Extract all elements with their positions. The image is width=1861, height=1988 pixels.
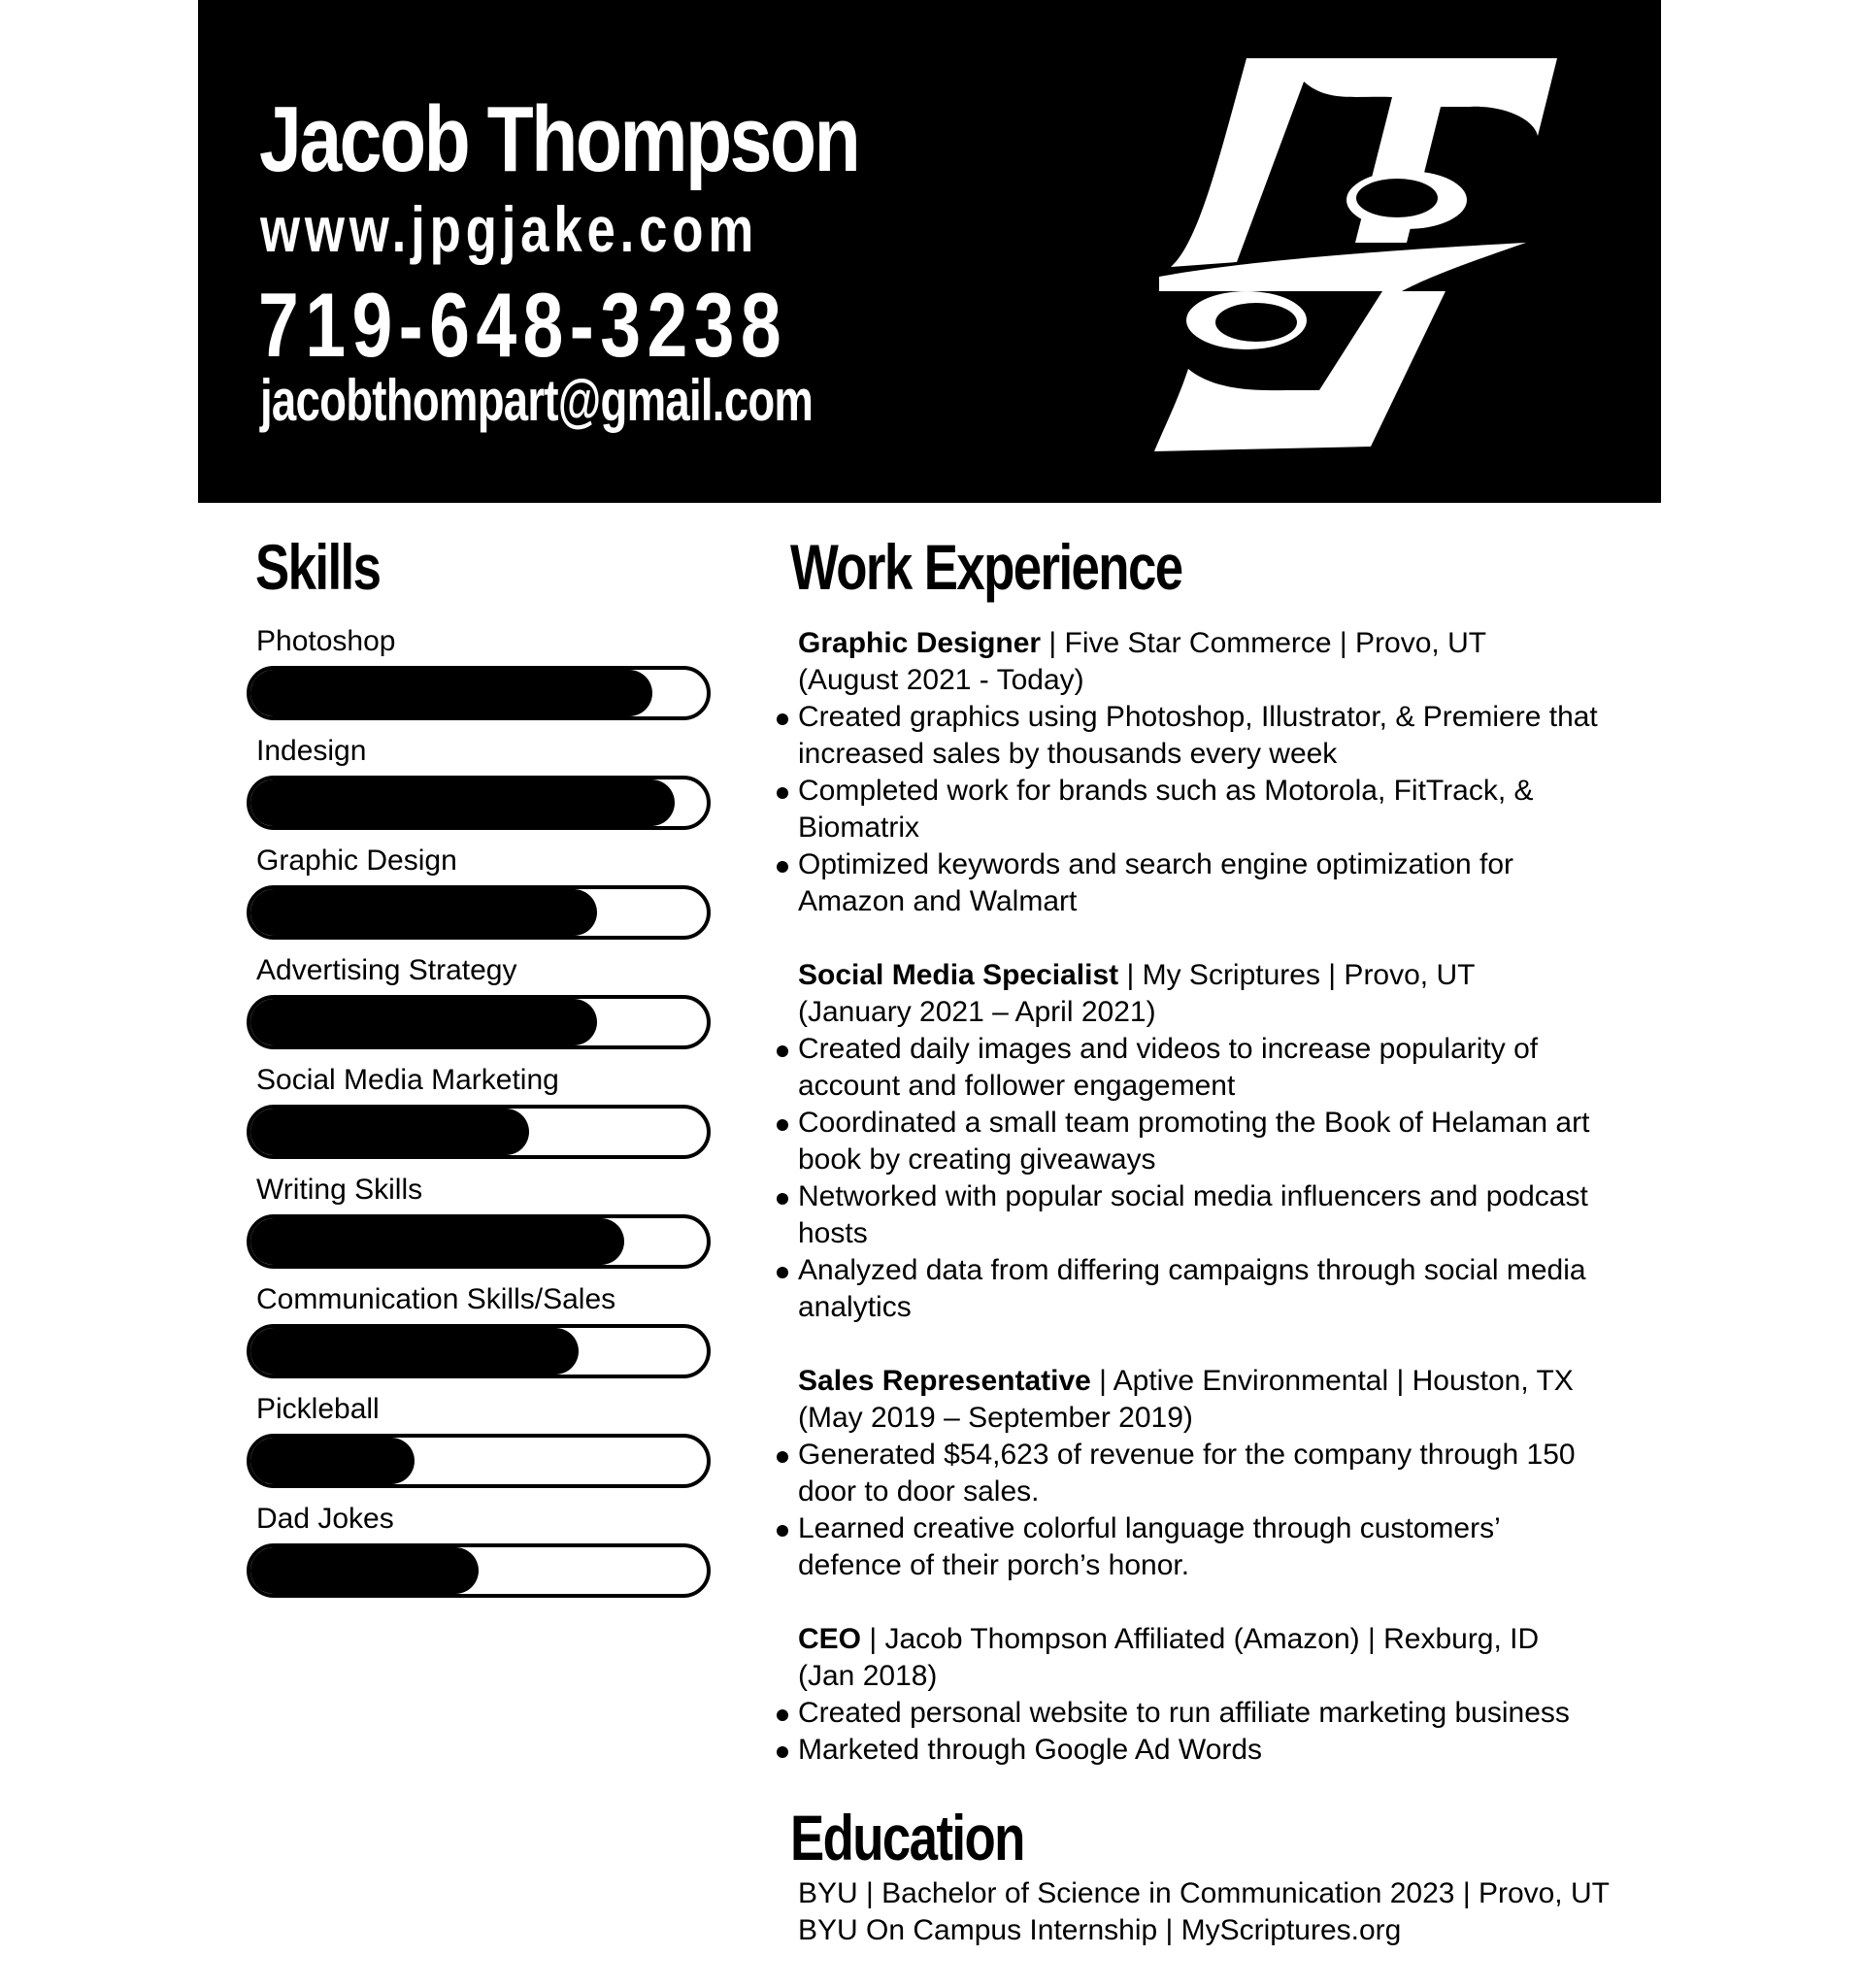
job-dates: (January 2021 – April 2021) [798, 996, 1156, 1028]
skill-level-bar [247, 995, 711, 1049]
skill-label: Advertising Strategy [256, 954, 517, 986]
skill-level-bar [247, 1543, 711, 1598]
job-title-line [777, 625, 1650, 662]
job-entry [777, 625, 1650, 920]
job-bullet: Coordinated a small team promoting the Book of Helaman art book by creating giveaways [777, 1105, 1604, 1178]
skill-label: Graphic Design [256, 845, 457, 877]
job-title: Sales Representative [798, 1365, 1091, 1397]
job-bullet: Created graphics using Photoshop, Illustrator, & Premiere that increased sales by thousands every week [777, 699, 1604, 773]
skill-item [247, 1060, 716, 1170]
education-line: BYU | Bachelor of Science in Communication 2023 | Provo, UT [798, 1877, 1610, 1909]
skill-level-bar [247, 776, 711, 830]
job-bullet: Optimized keywords and search engine optimization for Amazon and Walmart [777, 846, 1604, 920]
job-bullets [777, 1437, 1650, 1584]
work-experience-list [777, 625, 1650, 1806]
work-experience-heading: Work Experience [790, 531, 1182, 603]
job-bullet: Learned creative colorful language through customers’ defence of their porch’s honor. [777, 1510, 1604, 1584]
job-entry [777, 1363, 1650, 1584]
job-title-line [777, 1621, 1650, 1658]
skill-level-bar [247, 1434, 711, 1488]
job-bullet: Networked with popular social media influencers and podcast hosts [777, 1178, 1604, 1252]
job-title: Graphic Designer [798, 627, 1042, 659]
website-link[interactable]: www.jpgjake.com [260, 193, 759, 265]
skill-label: Social Media Marketing [256, 1064, 559, 1096]
candidate-name: Jacob Thompson [259, 87, 859, 191]
skill-label: Communication Skills/Sales [256, 1283, 616, 1315]
skill-level-fill [250, 670, 652, 716]
job-bullets [777, 1695, 1650, 1769]
job-title-line [777, 957, 1650, 994]
skills-list [247, 621, 716, 1608]
education-heading: Education [790, 1802, 1024, 1873]
skill-level-bar [247, 1214, 711, 1269]
job-title-line [777, 1363, 1650, 1400]
skill-level-fill [250, 889, 597, 936]
job-bullets [777, 1031, 1650, 1326]
skill-item [247, 731, 716, 841]
skill-item [247, 1279, 716, 1389]
job-title: CEO [798, 1623, 862, 1655]
skill-item [247, 621, 716, 731]
job-company-location: | Aptive Environmental | Houston, TX [1090, 1365, 1574, 1397]
job-bullets [777, 699, 1650, 920]
skill-level-bar [247, 666, 711, 720]
skill-level-fill [250, 779, 675, 826]
skill-label: Photoshop [256, 625, 396, 657]
skill-item [247, 1170, 716, 1279]
job-bullet: Completed work for brands such as Motorola, FitTrack, & Biomatrix [777, 773, 1604, 846]
resume-header [198, 0, 1661, 503]
job-bullet: Created personal website to run affiliate marketing business [777, 1695, 1604, 1732]
skill-item [247, 841, 716, 950]
skill-item [247, 950, 716, 1060]
job-title: Social Media Specialist [798, 959, 1119, 991]
skill-label: Writing Skills [256, 1174, 423, 1206]
skill-label: Pickleball [256, 1393, 380, 1425]
skill-level-bar [247, 885, 711, 940]
skill-level-fill [250, 1547, 479, 1594]
skills-heading: Skills [255, 531, 381, 603]
job-company-location: | Five Star Commerce | Provo, UT [1041, 627, 1487, 659]
jt-monogram-logo-icon [1149, 49, 1577, 466]
skill-item [247, 1499, 716, 1608]
job-entry [777, 1621, 1650, 1769]
job-company-location: | My Scriptures | Provo, UT [1118, 959, 1476, 991]
job-bullet: Created daily images and videos to increase popularity of account and follower engagement [777, 1031, 1604, 1105]
education-list [777, 1875, 1650, 1949]
job-bullet: Analyzed data from differing campaigns through social media analytics [777, 1252, 1604, 1326]
job-bullet: Generated $54,623 of revenue for the company through 150 door to door sales. [777, 1437, 1604, 1510]
job-dates: (Jan 2018) [798, 1660, 938, 1692]
skill-label: Dad Jokes [256, 1503, 394, 1535]
phone-number: 719-648-3238 [258, 274, 788, 376]
skill-label: Indesign [256, 735, 367, 767]
job-dates: (August 2021 - Today) [798, 664, 1084, 696]
skill-level-fill [250, 1438, 415, 1484]
skill-level-fill [250, 1109, 529, 1155]
skill-level-fill [250, 1218, 624, 1265]
job-entry [777, 957, 1650, 1326]
job-dates: (May 2019 – September 2019) [798, 1402, 1193, 1434]
skill-level-bar [247, 1105, 711, 1159]
education-line: BYU On Campus Internship | MyScriptures.org [798, 1914, 1402, 1946]
skill-level-bar [247, 1324, 711, 1378]
email-address[interactable]: jacobthompart@gmail.com [260, 368, 814, 433]
skill-level-fill [250, 999, 597, 1045]
skill-level-fill [250, 1328, 579, 1375]
job-bullet: Marketed through Google Ad Words [777, 1732, 1604, 1769]
skill-item [247, 1389, 716, 1499]
job-company-location: | Jacob Thompson Affiliated (Amazon) | Rexburg, ID [861, 1623, 1540, 1655]
